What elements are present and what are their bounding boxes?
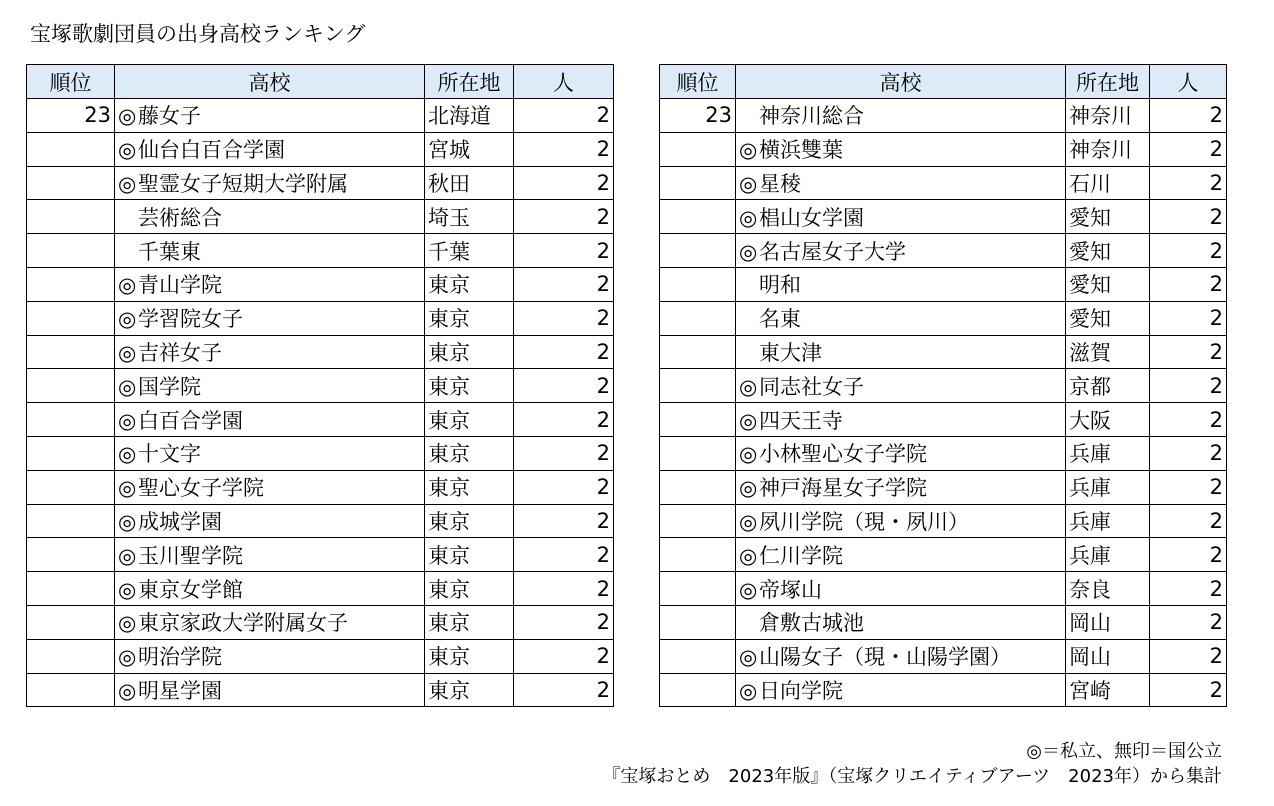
school-name: 聖心女子学院 — [138, 476, 264, 501]
rank-cell — [660, 470, 736, 504]
location-cell: 神奈川 — [1066, 99, 1150, 133]
location-cell: 東京 — [425, 403, 514, 437]
header-school: 高校 — [736, 65, 1066, 99]
school-cell — [736, 335, 1066, 369]
school-name: 千葉東 — [138, 239, 201, 264]
school-cell — [736, 369, 1066, 403]
school-cell — [736, 572, 1066, 606]
rank-cell — [660, 200, 736, 234]
private-mark: ◎ — [739, 374, 758, 399]
table-row — [660, 673, 1227, 707]
location-cell: 東京 — [425, 436, 514, 470]
school-name: 帝塚山 — [759, 577, 822, 602]
school-name: 成城学園 — [138, 509, 222, 534]
school-cell — [736, 132, 1066, 166]
count-cell: 2 — [1150, 132, 1227, 166]
school-name: 山陽女子（現・山陽学園） — [759, 645, 1011, 670]
school-cell — [736, 673, 1066, 707]
table-row — [660, 369, 1227, 403]
rank-cell — [660, 132, 736, 166]
legend-note: ◎＝私立、無印＝国公立 — [1026, 741, 1222, 762]
school-name: 十文字 — [138, 442, 201, 467]
location-cell: 秋田 — [425, 166, 514, 200]
rank-cell — [27, 369, 115, 403]
rank-cell — [660, 234, 736, 268]
location-cell: 東京 — [425, 639, 514, 673]
school-cell — [115, 572, 425, 606]
location-cell: 千葉 — [425, 234, 514, 268]
count-cell: 2 — [514, 673, 614, 707]
count-cell: 2 — [1150, 200, 1227, 234]
table-row — [27, 369, 614, 403]
header-school: 高校 — [115, 65, 425, 99]
rank-cell — [660, 335, 736, 369]
table-row — [27, 605, 614, 639]
school-cell — [736, 403, 1066, 437]
table-body-right — [660, 99, 1227, 707]
location-cell: 滋賀 — [1066, 335, 1150, 369]
table-row — [27, 132, 614, 166]
ranking-table-right — [659, 64, 1227, 707]
school-name: 学習院女子 — [138, 307, 243, 332]
table-row — [27, 673, 614, 707]
school-cell — [736, 99, 1066, 133]
private-mark: ◎ — [118, 408, 137, 433]
rank-cell: 23 — [27, 99, 115, 133]
school-cell — [736, 538, 1066, 572]
school-cell — [736, 200, 1066, 234]
header-location: 所在地 — [425, 65, 514, 99]
private-mark: ◎ — [739, 509, 758, 534]
school-cell — [736, 301, 1066, 335]
private-mark: ◎ — [118, 171, 137, 196]
school-cell — [115, 403, 425, 437]
table-row — [660, 436, 1227, 470]
rank-cell — [660, 504, 736, 538]
count-cell: 2 — [514, 267, 614, 301]
rank-cell — [27, 470, 115, 504]
location-cell: 兵庫 — [1066, 470, 1150, 504]
school-cell — [115, 504, 425, 538]
rank-cell — [660, 572, 736, 606]
count-cell: 2 — [514, 403, 614, 437]
table-row — [27, 267, 614, 301]
header-location: 所在地 — [1066, 65, 1150, 99]
rank-cell — [27, 605, 115, 639]
location-cell: 東京 — [425, 369, 514, 403]
school-name: 神奈川総合 — [759, 104, 864, 129]
school-name: 芸術総合 — [138, 205, 222, 230]
private-mark: ◎ — [118, 104, 137, 129]
table-row — [27, 335, 614, 369]
rank-cell — [27, 301, 115, 335]
rank-cell — [27, 673, 115, 707]
school-name: 日向学院 — [759, 678, 843, 703]
location-cell: 埼玉 — [425, 200, 514, 234]
school-name: 椙山女学園 — [759, 205, 864, 230]
private-mark: ◎ — [118, 340, 137, 365]
private-mark: ◎ — [739, 577, 758, 602]
school-cell — [736, 605, 1066, 639]
count-cell: 2 — [1150, 403, 1227, 437]
school-cell — [115, 99, 425, 133]
rank-cell — [660, 267, 736, 301]
rank-cell — [660, 403, 736, 437]
source-note: 『宝塚おとめ 2023年版』（宝塚クリエイティブアーツ 2023年）から集計 — [602, 766, 1222, 787]
table-row — [27, 470, 614, 504]
table-row — [27, 538, 614, 572]
count-cell: 2 — [1150, 234, 1227, 268]
school-name: 白百合学園 — [138, 408, 243, 433]
school-cell — [736, 267, 1066, 301]
count-cell: 2 — [514, 166, 614, 200]
location-cell: 石川 — [1066, 166, 1150, 200]
table-header-row — [27, 65, 614, 99]
school-name: 小林聖心女子学院 — [759, 442, 927, 467]
table-row — [660, 166, 1227, 200]
table-row — [27, 99, 614, 133]
private-mark: ◎ — [118, 442, 137, 467]
private-mark: ◎ — [739, 138, 758, 163]
count-cell: 2 — [1150, 673, 1227, 707]
location-cell: 愛知 — [1066, 234, 1150, 268]
count-cell: 2 — [514, 504, 614, 538]
count-cell: 2 — [514, 639, 614, 673]
school-name: 東大津 — [759, 340, 822, 365]
rank-cell — [27, 200, 115, 234]
school-cell — [115, 200, 425, 234]
rank-cell — [27, 132, 115, 166]
school-cell — [115, 267, 425, 301]
page-title: 宝塚歌劇団員の出身高校ランキング — [30, 22, 366, 46]
school-name: 東京女学館 — [138, 577, 243, 602]
rank-cell — [660, 301, 736, 335]
table-row — [660, 572, 1227, 606]
table-row — [660, 99, 1227, 133]
school-name: 明和 — [759, 273, 801, 298]
private-mark: ◎ — [118, 611, 137, 636]
count-cell: 2 — [1150, 335, 1227, 369]
location-cell: 東京 — [425, 538, 514, 572]
school-name: 横浜雙葉 — [759, 138, 843, 163]
location-cell: 兵庫 — [1066, 538, 1150, 572]
school-cell — [736, 234, 1066, 268]
school-cell — [736, 470, 1066, 504]
table-row — [660, 605, 1227, 639]
count-cell: 2 — [514, 301, 614, 335]
count-cell: 2 — [1150, 436, 1227, 470]
location-cell: 奈良 — [1066, 572, 1150, 606]
private-mark: ◎ — [739, 645, 758, 670]
school-cell — [115, 369, 425, 403]
table-row — [27, 436, 614, 470]
count-cell: 2 — [514, 200, 614, 234]
school-cell — [115, 335, 425, 369]
school-name: 聖霊女子短期大学附属 — [138, 171, 348, 196]
school-name: 仙台白百合学園 — [138, 138, 285, 163]
table-row — [660, 504, 1227, 538]
count-cell: 2 — [1150, 267, 1227, 301]
table-row — [660, 132, 1227, 166]
rank-cell — [660, 369, 736, 403]
location-cell: 東京 — [425, 301, 514, 335]
school-name: 倉敷古城池 — [759, 611, 864, 636]
count-cell: 2 — [514, 572, 614, 606]
rank-cell — [27, 403, 115, 437]
count-cell: 2 — [1150, 99, 1227, 133]
location-cell: 岡山 — [1066, 605, 1150, 639]
school-cell — [115, 538, 425, 572]
private-mark: ◎ — [118, 543, 137, 568]
rank-cell — [27, 572, 115, 606]
header-count: 人 — [514, 65, 614, 99]
count-cell: 2 — [514, 369, 614, 403]
table-row — [660, 470, 1227, 504]
table-row — [27, 200, 614, 234]
table-row — [27, 504, 614, 538]
rank-cell — [660, 436, 736, 470]
private-mark: ◎ — [118, 307, 137, 332]
location-cell: 東京 — [425, 335, 514, 369]
count-cell: 2 — [1150, 470, 1227, 504]
table-row — [660, 267, 1227, 301]
location-cell: 東京 — [425, 504, 514, 538]
rank-cell — [660, 605, 736, 639]
school-name: 神戸海星女子学院 — [759, 476, 927, 501]
rank-cell — [660, 639, 736, 673]
private-mark: ◎ — [739, 171, 758, 196]
school-name: 藤女子 — [138, 104, 201, 129]
header-rank: 順位 — [660, 65, 736, 99]
school-name: 名東 — [759, 307, 801, 332]
location-cell: 北海道 — [425, 99, 514, 133]
table-row — [660, 403, 1227, 437]
count-cell: 2 — [1150, 504, 1227, 538]
table-header-row — [660, 65, 1227, 99]
table-row — [27, 639, 614, 673]
school-name: 青山学院 — [138, 273, 222, 298]
header-count: 人 — [1150, 65, 1227, 99]
private-mark: ◎ — [739, 205, 758, 230]
school-name: 星稜 — [759, 171, 801, 196]
school-name: 名古屋女子大学 — [759, 239, 906, 264]
private-mark: ◎ — [118, 509, 137, 534]
rank-cell — [660, 538, 736, 572]
rank-cell — [27, 538, 115, 572]
private-mark: ◎ — [739, 442, 758, 467]
private-mark: ◎ — [739, 476, 758, 501]
school-cell — [115, 132, 425, 166]
location-cell: 宮城 — [425, 132, 514, 166]
location-cell: 愛知 — [1066, 200, 1150, 234]
school-cell — [115, 639, 425, 673]
table-row — [27, 166, 614, 200]
table-row — [27, 403, 614, 437]
private-mark: ◎ — [739, 239, 758, 264]
school-name: 吉祥女子 — [138, 340, 222, 365]
school-cell — [115, 605, 425, 639]
rank-cell — [27, 436, 115, 470]
school-name: 夙川学院（現・夙川） — [759, 509, 969, 534]
rank-cell — [660, 673, 736, 707]
count-cell: 2 — [514, 335, 614, 369]
private-mark: ◎ — [118, 374, 137, 399]
rank-cell — [27, 234, 115, 268]
table-row — [660, 301, 1227, 335]
school-name: 四天王寺 — [759, 408, 843, 433]
school-cell — [736, 436, 1066, 470]
count-cell: 2 — [514, 99, 614, 133]
ranking-table-left — [26, 64, 614, 707]
location-cell: 岡山 — [1066, 639, 1150, 673]
table-row — [27, 301, 614, 335]
rank-cell: 23 — [660, 99, 736, 133]
location-cell: 神奈川 — [1066, 132, 1150, 166]
location-cell: 東京 — [425, 470, 514, 504]
count-cell: 2 — [514, 470, 614, 504]
school-cell — [115, 301, 425, 335]
table-row — [660, 234, 1227, 268]
rank-cell — [27, 639, 115, 673]
school-name: 明治学院 — [138, 645, 222, 670]
count-cell: 2 — [1150, 639, 1227, 673]
count-cell: 2 — [1150, 369, 1227, 403]
count-cell: 2 — [514, 538, 614, 572]
location-cell: 東京 — [425, 572, 514, 606]
rank-cell — [27, 267, 115, 301]
location-cell: 東京 — [425, 673, 514, 707]
count-cell: 2 — [1150, 538, 1227, 572]
table-row — [27, 572, 614, 606]
location-cell: 愛知 — [1066, 301, 1150, 335]
count-cell: 2 — [1150, 166, 1227, 200]
school-cell — [736, 504, 1066, 538]
school-cell — [115, 436, 425, 470]
count-cell: 2 — [514, 605, 614, 639]
school-cell — [115, 234, 425, 268]
rank-cell — [27, 335, 115, 369]
location-cell: 京都 — [1066, 369, 1150, 403]
school-name: 仁川学院 — [759, 543, 843, 568]
private-mark: ◎ — [118, 273, 137, 298]
table-row — [660, 335, 1227, 369]
table-row — [27, 234, 614, 268]
header-rank: 順位 — [27, 65, 115, 99]
school-cell — [736, 166, 1066, 200]
location-cell: 東京 — [425, 605, 514, 639]
location-cell: 東京 — [425, 267, 514, 301]
count-cell: 2 — [1150, 572, 1227, 606]
school-cell — [736, 639, 1066, 673]
school-cell — [115, 166, 425, 200]
private-mark: ◎ — [118, 138, 137, 163]
count-cell: 2 — [1150, 605, 1227, 639]
private-mark: ◎ — [739, 543, 758, 568]
private-mark: ◎ — [118, 577, 137, 602]
location-cell: 愛知 — [1066, 267, 1150, 301]
school-name: 玉川聖学院 — [138, 543, 243, 568]
school-name: 明星学園 — [138, 678, 222, 703]
location-cell: 大阪 — [1066, 403, 1150, 437]
private-mark: ◎ — [739, 408, 758, 433]
private-mark: ◎ — [118, 476, 137, 501]
table-row — [660, 200, 1227, 234]
count-cell: 2 — [514, 234, 614, 268]
count-cell: 2 — [514, 436, 614, 470]
count-cell: 2 — [1150, 301, 1227, 335]
private-mark: ◎ — [118, 678, 137, 703]
table-body-left — [27, 99, 614, 707]
rank-cell — [27, 504, 115, 538]
table-row — [660, 538, 1227, 572]
school-cell — [115, 470, 425, 504]
rank-cell — [660, 166, 736, 200]
school-name: 国学院 — [138, 374, 201, 399]
table-row — [660, 639, 1227, 673]
private-mark: ◎ — [739, 678, 758, 703]
location-cell: 宮崎 — [1066, 673, 1150, 707]
school-name: 東京家政大学附属女子 — [138, 611, 348, 636]
private-mark: ◎ — [118, 645, 137, 670]
school-cell — [115, 673, 425, 707]
school-name: 同志社女子 — [759, 374, 864, 399]
count-cell: 2 — [514, 132, 614, 166]
location-cell: 兵庫 — [1066, 504, 1150, 538]
rank-cell — [27, 166, 115, 200]
location-cell: 兵庫 — [1066, 436, 1150, 470]
